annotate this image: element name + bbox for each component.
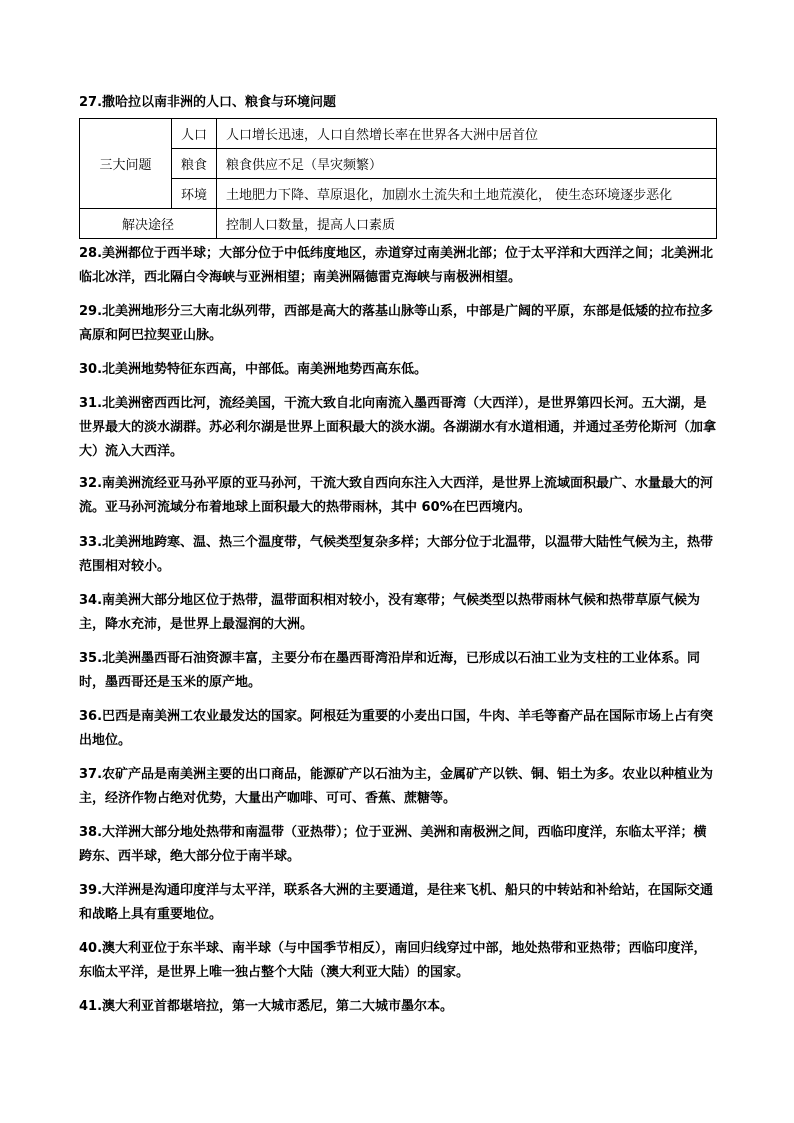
- paragraph-35: 35.北美洲墨西哥石油资源丰富，主要分布在墨西哥湾沿岸和近海，已形成以石油工业为支柱的工业体系。同时，墨西哥还是玉米的原产地。: [79, 651, 701, 690]
- paragraph-30: 30.北美洲地势特征东西高，中部低。南美洲地势西高东低。: [79, 362, 428, 377]
- table-solution-text: 控制人口数量，提高人口素质: [217, 209, 717, 239]
- table-row: [80, 149, 717, 179]
- table-row-label: 环境: [172, 179, 217, 209]
- paragraph-38: 38.大洋洲大部分地处热带和南温带（亚热带）；位于亚洲、美洲和南极洲之间，西临印度洋，东临太平洋；横跨东、西半球，绝大部分位于南半球。: [79, 825, 707, 864]
- paragraph-37: 37.农矿产品是南美洲主要的出口商品，能源矿产以石油为主，金属矿产以铁、铜、铝土为多。农业以种植业为主，经济作物占绝对优势，大量出产咖啡、可可、香蕉、蔗糖等。: [79, 767, 714, 806]
- paragraph-33: 33.北美洲地跨寒、温、热三个温度带，气候类型复杂多样；大部分位于北温带，以温带大陆性气候为主，热带范围相对较小。: [79, 535, 714, 574]
- paragraph-34: 34.南美洲大部分地区位于热带，温带面积相对较小，没有寒带；气候类型以热带雨林气候和热带草原气候为主，降水充沛，是世界上最湿润的大洲。: [79, 593, 701, 632]
- table-row-label: 人口: [172, 119, 217, 149]
- table-row-text: 人口增长迅速，人口自然增长率在世界各大洲中居首位: [217, 119, 717, 149]
- paragraph-31: 31.北美洲密西西比河，流经美国，干流大致自北向南流入墨西哥湾（大西洋），是世界第四长河。五大湖，是世界最大的淡水湖群。苏必利尔湖是世界上面积最大的淡水湖。各湖湖水有水道相通，并通过圣劳伦斯河（加拿大）流入大西洋。: [79, 396, 717, 459]
- table-group-label: 三大问题: [80, 119, 172, 209]
- section-heading: 27.撒哈拉以南非洲的人口、粮食与环境问题: [79, 95, 337, 110]
- paragraph-32: 32.南美洲流经亚马孙平原的亚马孙河，干流大致自西向东注入大西洋，是世界上流域面积最广、水量最大的河流。亚马孙河流域分布着地球上面积最大的热带雨林，其中 60%在巴西境内。: [79, 476, 714, 515]
- paragraph-39: 39.大洋洲是沟通印度洋与太平洋，联系各大洲的主要通道，是往来飞机、船只的中转站和补给站，在国际交通和战略上具有重要地位。: [79, 883, 714, 922]
- table-row: [80, 209, 717, 239]
- table-row: [80, 179, 717, 209]
- paragraph-40: 40.澳大利亚位于东半球、南半球（与中国季节相反），南回归线穿过中部，地处热带和亚热带；西临印度洋，东临太平洋，是世界上唯一独占整个大陆（澳大利亚大陆）的国家。: [79, 941, 707, 980]
- paragraph-29: 29.北美洲地形分三大南北纵列带，西部是高大的落基山脉等山系，中部是广阔的平原，东部是低矮的拉布拉多高原和阿巴拉契亚山脉。: [79, 304, 714, 343]
- table-solution-label: 解决途径: [80, 209, 217, 239]
- problems-table: [79, 118, 717, 239]
- paragraph-36: 36.巴西是南美洲工农业最发达的国家。阿根廷为重要的小麦出口国，牛肉、羊毛等畜产品在国际市场上占有突出地位。: [79, 709, 714, 748]
- table-row-text: 粮食供应不足（旱灾频繁）: [217, 149, 717, 179]
- table-row-text: 土地肥力下降、草原退化，加剧水土流失和土地荒漠化， 使生态环境逐步恶化: [217, 179, 717, 209]
- table-row-label: 粮食: [172, 149, 217, 179]
- table-row: [80, 119, 717, 149]
- paragraph-28: 28.美洲都位于西半球；大部分位于中低纬度地区，赤道穿过南美洲北部；位于太平洋和大西洋之间；北美洲北临北冰洋，西北隔白令海峡与亚洲相望；南美洲隔德雷克海峡与南极洲相望。: [79, 246, 714, 285]
- paragraph-41: 41.澳大利亚首都堪培拉，第一大城市悉尼，第二大城市墨尔本。: [79, 999, 454, 1014]
